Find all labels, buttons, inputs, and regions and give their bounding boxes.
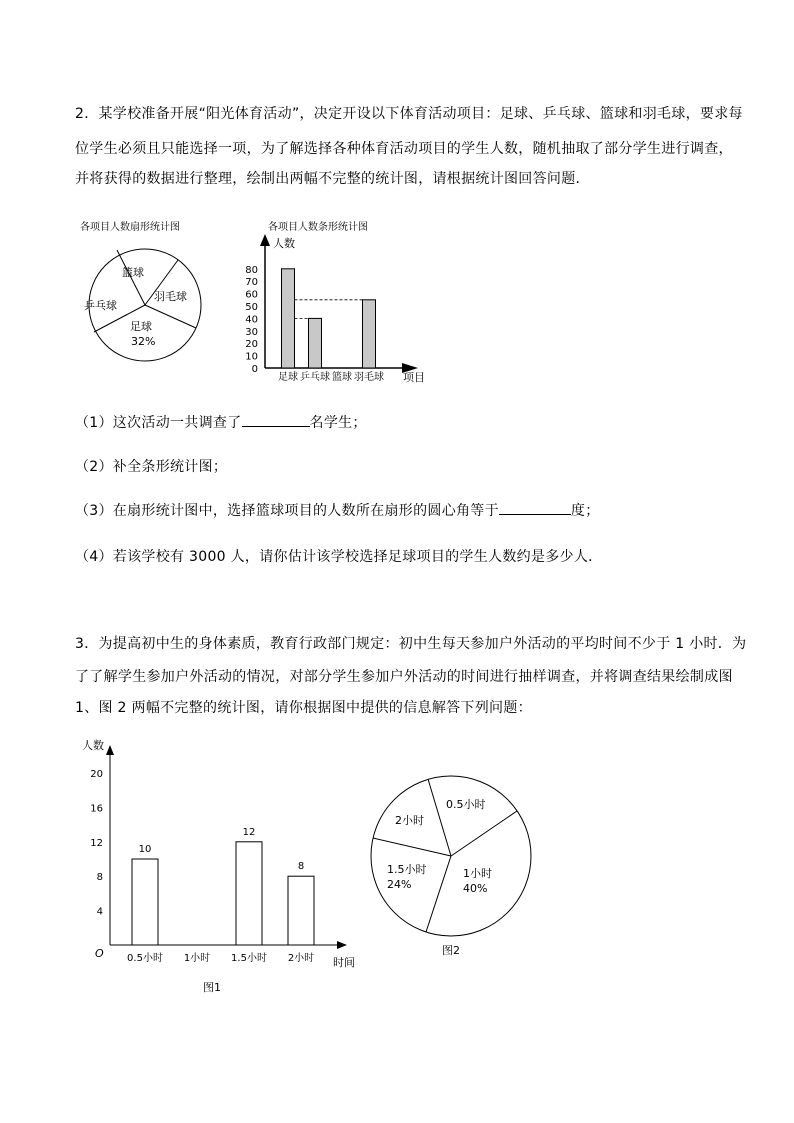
q3-pie-label-onehalf: 1.5小时	[387, 863, 427, 876]
q2-pie-label-badminton: 羽毛球	[154, 290, 187, 303]
q3-pie-label-onehalf-pct: 24%	[387, 878, 412, 891]
q2-sub3-suffix: 度；	[570, 503, 600, 519]
q3-bar-y-arrow	[106, 745, 114, 755]
q3-pie-label-half: 0.5小时	[446, 798, 486, 811]
q3-bar-ylabel: 人数	[82, 739, 104, 752]
q2-bar-title: 各项目人数条形统计图	[268, 222, 368, 233]
y-tick-label: 0	[251, 364, 258, 375]
q2-bar-y-arrow	[260, 234, 270, 246]
q2-pie-label-football: 足球	[130, 320, 152, 333]
q3-pie-label-one-pct: 40%	[463, 882, 488, 895]
q2-pie-label-pingpong: 乒乓球	[84, 299, 117, 312]
q3-bar-chart	[75, 733, 365, 1033]
q3-line3: 1、图 2 两幅不完整的统计图，请你根据图中提供的信息解答下列问题：	[75, 700, 532, 716]
x-tick-label: 2小时	[287, 953, 315, 964]
q3-pie-chart	[368, 770, 538, 970]
x-tick-label: 足球	[278, 372, 298, 383]
q2-sub3-text: （3）在扇形统计图中，选择篮球项目的人数所在扇形的圆心角等于	[75, 503, 499, 519]
data-label: 8	[297, 861, 305, 873]
y-tick-label: 80	[245, 264, 258, 276]
q2-pie-chart	[80, 240, 210, 370]
y-tick-label: 12	[90, 837, 103, 849]
q2-sub4: （4）若该学校有 3000 人，请你估计该学校选择足球项目的学生人数约是多少人．	[75, 549, 603, 565]
q2-bar-ylabel: 人数	[273, 237, 295, 250]
bar	[363, 300, 376, 368]
q3-pie-divider	[373, 838, 451, 856]
q3-pie-divider	[428, 779, 451, 856]
q2-line1: 2．某学校准备开展“阳光体育活动”，决定开设以下体育活动项目：足球、乒乓球、篮球和羽毛球，要求每	[75, 106, 743, 122]
y-tick-label: 60	[245, 289, 258, 301]
x-tick-label: 1小时	[183, 953, 211, 964]
q3-line2: 了了解学生参加户外活动的情况，对部分学生参加户外活动的时间进行抽样调查，并将调查结果绘制成图	[75, 669, 733, 685]
bar	[132, 859, 158, 945]
data-label: 10	[138, 844, 152, 855]
y-tick-label: 8	[96, 872, 103, 884]
q2-bar-chart	[230, 228, 440, 388]
q3-fig1-caption: 图1	[203, 981, 221, 994]
y-tick-label: 20	[90, 769, 103, 780]
q2-pie-divider	[145, 305, 196, 328]
x-tick-label: 篮球	[332, 372, 352, 383]
x-tick-label: 1.5小时	[231, 953, 267, 964]
y-tick-label: 16	[90, 803, 103, 815]
bar	[288, 876, 314, 945]
y-tick-label: 50	[245, 302, 258, 313]
q2-line2: 位学生必须且只能选择一项，为了解选择各种体育活动项目的学生人数，随机抽取了部分学生进行调查，	[75, 141, 733, 157]
q3-pie-divider	[426, 856, 451, 932]
q3-bar-x-arrow	[337, 941, 347, 949]
q2-pie-label-basketball: 篮球	[122, 266, 144, 279]
data-label: 12	[242, 826, 256, 838]
q2-sub1-suffix: 名学生；	[309, 415, 367, 431]
q2-line3: 并将获得的数据进行整理，绘制出两幅不完整的统计图，请根据统计图回答问题．	[75, 171, 590, 187]
y-tick-label: 4	[96, 906, 103, 918]
q2-sub1	[75, 412, 367, 432]
q2-sub3	[75, 500, 600, 520]
y-tick-label: 10	[245, 351, 258, 363]
q2-pie-title: 各项目人数扇形统计图	[80, 222, 180, 233]
bar	[282, 269, 295, 368]
q3-pie-divider	[451, 811, 517, 856]
q3-fig2-caption: 图2	[442, 944, 460, 957]
y-tick-label: 20	[245, 339, 258, 351]
q2-sub3-blank[interactable]	[499, 500, 571, 515]
x-tick-label: 羽毛球	[354, 372, 384, 383]
y-tick-label: 70	[245, 277, 258, 289]
q3-pie-label-one: 1小时	[463, 867, 492, 880]
q3-bar-origin: O	[95, 947, 104, 960]
q3-bar-xlabel: 时间	[333, 956, 355, 969]
q2-sub2: （2）补全条形统计图；	[75, 459, 228, 475]
q2-sub1-blank[interactable]	[242, 412, 310, 427]
bar	[236, 842, 262, 945]
bar	[309, 318, 322, 368]
x-tick-label: 0.5小时	[127, 953, 163, 964]
q2-sub1-text: （1）这次活动一共调查了	[75, 415, 242, 431]
y-tick-label: 30	[245, 326, 258, 338]
y-tick-label: 40	[245, 314, 258, 326]
q2-pie-label-football-pct: 32%	[131, 335, 156, 348]
q3-line1: 3．为提高初中生的身体素质，教育行政部门规定：初中生每天参加户外活动的平均时间不少于 1 小时．为	[75, 636, 747, 652]
q3-pie-label-two: 2小时	[395, 814, 424, 827]
q2-bar-xlabel: 项目	[403, 371, 425, 384]
x-tick-label: 乒乓球	[300, 372, 330, 383]
